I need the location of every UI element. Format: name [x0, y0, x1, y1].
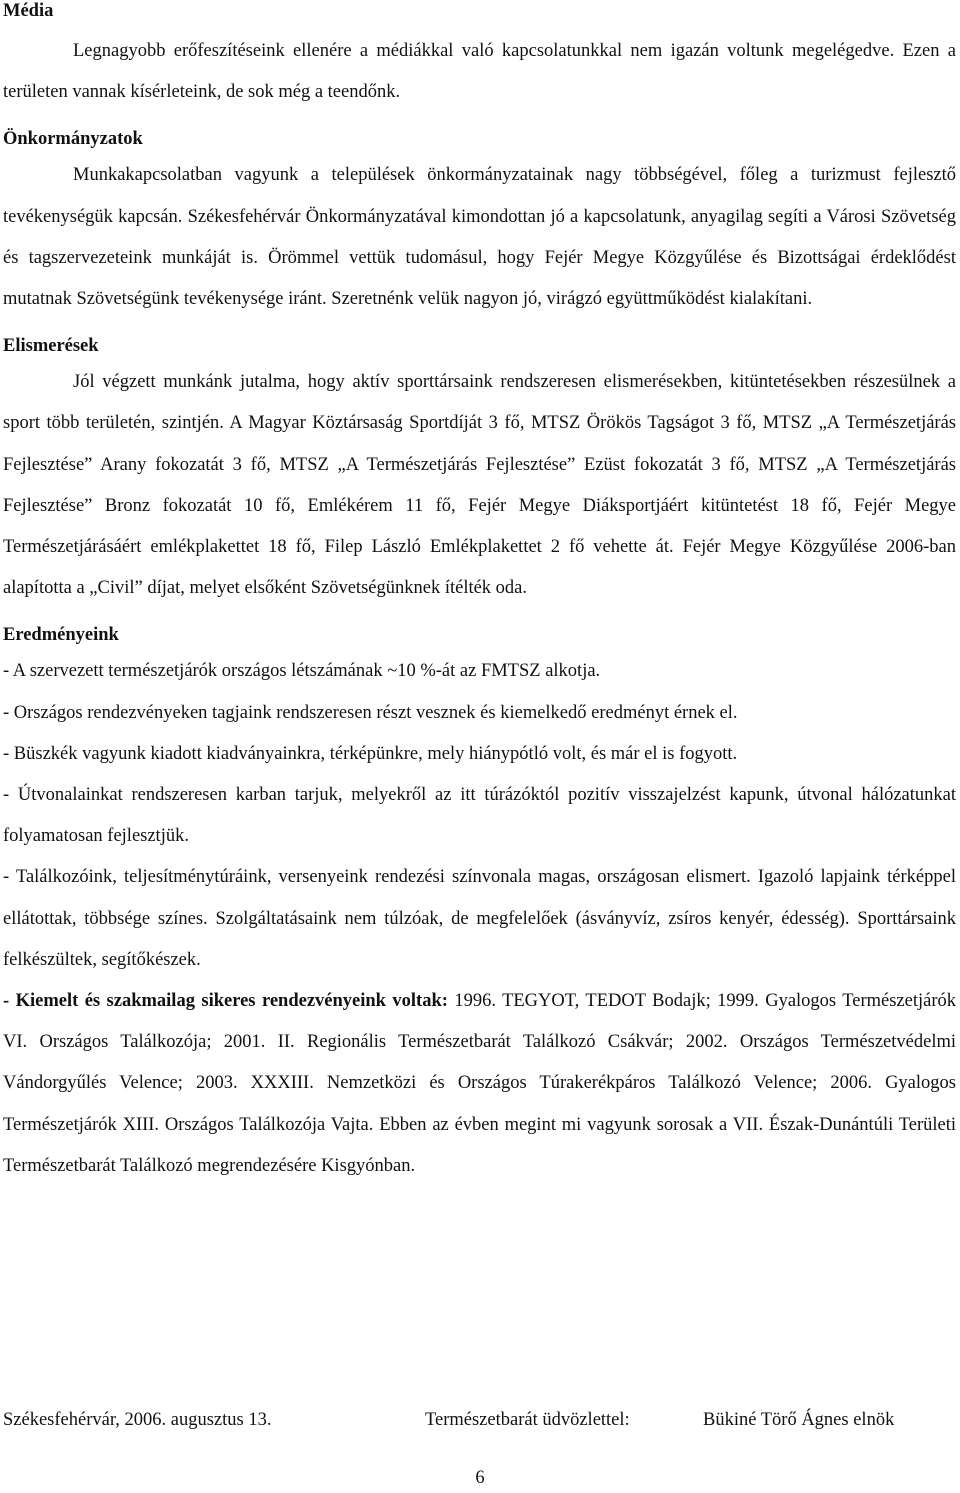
- list-item: - Országos rendezvényeken tagjaink rendszeresen részt vesznek és kiemelkedő eredményt érnek el.: [3, 702, 738, 723]
- list-item: - Büszkék vagyunk kiadott kiadványainkra, térképünkre, mely hiánypótló volt, és már el is fogyott.: [3, 743, 738, 764]
- section-paragraph: Munkakapcsolatban vagyunk a települések önkormányzatainak nagy többségével, főleg a turizmust fejlesztő tevékenységük kapcsán. Székesfehérvár Önkormányzatával kimondottan jó a kapcsolatunk, anyagilag segíti a Városi Szövetség és tagszervezeteink munkáját is. Örömmel vettük tudomásul, hogy Fejér Megye Közgyűlése és Bizottságai érdeklődést mutatnak Szövetségünk tevékenysége iránt. Szeretnénk velük nagyon jó, virágzó együttműködést kialakítani.: [3, 165, 956, 310]
- section-onkormanyzatok: [3, 119, 956, 320]
- greeting: Természetbarát üdvözlettel:: [425, 1410, 630, 1430]
- place-date: Székesfehérvár, 2006. augusztus 13.: [3, 1410, 272, 1430]
- signer-name: Bükiné Törő Ágnes elnök: [703, 1410, 895, 1430]
- section-title: Eredményeink: [3, 625, 119, 646]
- list-item: - Találkozóink, teljesítménytúráink, versenyeink rendezési színvonala magas, országosan elismert. Igazoló lapjaink térképpel ellátottak, többsége színes. Szolgáltatásaink nem túlzóak, de megfelelőek (ásványvíz, zsíros kenyér, édesség). Sporttársaink felkészültek, segítőkészek.: [3, 867, 956, 970]
- section-media: [3, 0, 956, 113]
- section-paragraph: Legnagyobb erőfeszítéseink ellenére a médiákkal való kapcsolatunkkal nem igazán voltunk megelégedve. Ezen a területen vannak kísérleteink, de sok még a teendőnk.: [3, 41, 956, 103]
- section-paragraph: Jól végzett munkánk jutalma, hogy aktív sporttársaink rendszeresen elismerésekben, kitüntetésekben részesülnek a sport több területén, szintjén. A Magyar Köztársaság Sportdíját 3 fő, MTSZ Örökös Tagságot 3 fő, MTSZ „A Természetjárás Fejlesztése” Arany fokozatát 3 fő, MTSZ „A Természetjárás Fejlesztése” Ezüst fokozatát 3 fő, MTSZ „A Természetjárás Fejlesztése” Bronz fokozatát 10 fő, Emlékérem 11 fő, Fejér Megye Diáksportjáért kitüntetést 18 fő, Fejér Megye Természetjárásáért emlékplakettet 18 fő, Filep László Emlékplakettet 2 fő vehette át. Fejér Megye Közgyűlése 2006-ban alapította a „Civil” díjat, melyet elsőként Szövetségünknek ítélték oda.: [3, 372, 956, 599]
- document-body: [3, 0, 956, 1187]
- section-title: Önkormányzatok: [3, 129, 143, 150]
- list-item: - A szervezett természetjárók országos létszámának ~10 %-át az FMTSZ alkotja.: [3, 661, 601, 682]
- section-title: Elismerések: [3, 336, 99, 357]
- section-title: Média: [3, 1, 54, 21]
- section-elismeresek: [3, 326, 956, 609]
- highlight-label: - Kiemelt és szakmailag sikeres rendezvényeink voltak:: [3, 991, 448, 1012]
- section-eredmenyeink: [3, 615, 956, 1187]
- page-number: 6: [475, 1468, 485, 1488]
- highlight-text: 1996. TEGYOT, TEDOT Bodajk; 1999. Gyalogos Természetjárók VI. Országos Találkozója; 2001. II. Regionális Természetbarát Találkozó Csákvár; 2002. Országos Természetvédelmi Vándorgyűlés Velence; 2003. XXXIII. Nemzetközi és Országos Túrakerékpáros Találkozó Velence; 2006. Gyalogos Természetjárók XIII. Országos Találkozója Vajta. Ebben az évben megint mi vagyunk sorosak a VII. Észak-Dunántúli Területi Természetbarát Találkozó megrendezésére Kisgyónban.: [3, 991, 956, 1176]
- list-item-highlight: [3, 981, 956, 1187]
- list-item: - Útvonalainkat rendszeresen karban tarjuk, melyekről az itt túrázóktól pozitív visszajelzést kapunk, útvonal hálózatunkat folyamatosan fejlesztjük.: [3, 785, 956, 847]
